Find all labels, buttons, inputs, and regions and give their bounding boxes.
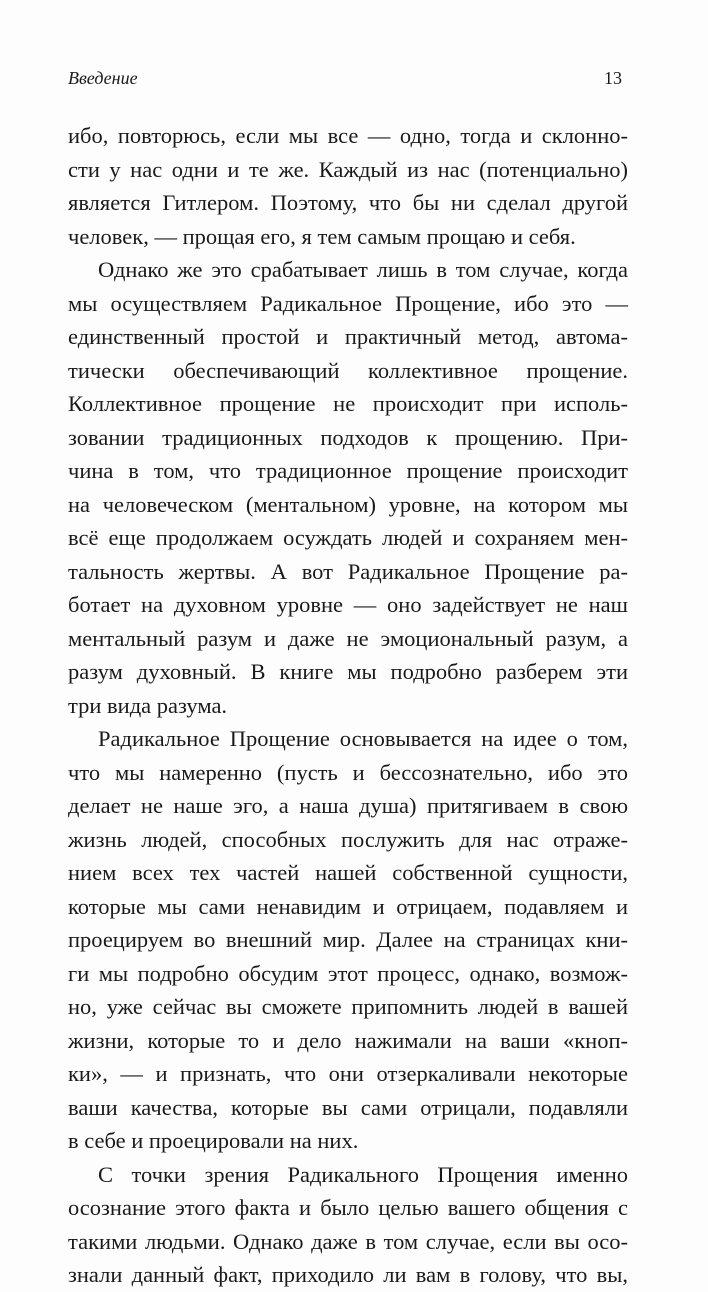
text-line: Радикальное Прощение основывается на идее о том, (98, 726, 628, 751)
text-line: ваши качества, которые вы сами отрицали, подавляли (68, 1094, 628, 1120)
text-line: разум духовный. В книге мы подробно разберем эти (68, 659, 628, 684)
text-line: зовании традиционных подходов к прощению. При- (68, 424, 628, 450)
text-line: является Гитлером. Поэтому, что бы ни сделал другой (68, 190, 628, 215)
paragraph (68, 119, 628, 253)
text-line: три вида разума. (68, 692, 228, 718)
text-line: ботает на духовном уровне — оно задействует не наш (68, 592, 628, 617)
paragraph (68, 1158, 628, 1292)
section-title: Введение (68, 68, 138, 88)
text-line: жизни, которые то и дело нажимали на ваши «кноп- (68, 1027, 628, 1053)
text-line: в себе и проецировали на них. (68, 1128, 359, 1153)
text-line: делает не наше эго, а наша душа) притягиваем в свою (68, 793, 628, 818)
text-line: всё еще продолжаем осуждать людей и сохраняем мен- (68, 525, 628, 550)
text-line: человек, — прощая его, я тем самым прощаю и себя. (68, 223, 576, 249)
text-line: ги мы подробно обсудим этот процесс, однако, возмож- (68, 960, 628, 986)
text-line: такими людьми. Однако даже в том случае, если вы осо- (68, 1228, 628, 1254)
text-line: Коллективное прощение не происходит при исполь- (68, 391, 628, 416)
text-line: знали данный факт, приходило ли вам в голову, что вы, (68, 1262, 628, 1287)
text-line: осознание этого факта и было целью вашего общения с (68, 1195, 628, 1220)
paragraph (68, 722, 628, 1158)
text-line: на человеческом (ментальном) уровне, на котором мы (68, 491, 628, 517)
paragraph (68, 253, 628, 722)
text-line: жизнь людей, способных послужить для нас отраже- (68, 826, 628, 852)
text-line: проецируем во внешний мир. Далее на страницах кни- (68, 927, 628, 952)
text-line: мы осуществляем Радикальное Прощение, ибо это — (68, 290, 628, 316)
text-line: но, уже сейчас вы сможете припомнить людей в вашей (68, 994, 628, 1019)
body-text (68, 119, 628, 1292)
text-line: тически обеспечивающий коллективное прощение. (68, 357, 628, 383)
text-line: что мы намеренно (пусть и бессознательно, ибо это (68, 759, 628, 785)
text-line: единственный простой и практичный метод, автома- (68, 324, 628, 349)
text-line: сти у нас одни и те же. Каждый из нас (потенциально) (68, 156, 628, 182)
text-line: Однако же это срабатывает лишь в том случае, когда (98, 257, 628, 282)
text-line: С точки зрения Радикального Прощения именно (98, 1161, 628, 1187)
text-line: чина в том, что традиционное прощение происходит (68, 458, 628, 483)
text-line: ибо, повторюсь, если мы все — одно, тогда и склонно- (68, 123, 628, 148)
text-line: ки», — и признать, что они отзеркаливали некоторые (68, 1061, 628, 1086)
page-number: 13 (604, 68, 622, 88)
text-line: ментальный разум и даже не эмоциональный разум, а (68, 625, 628, 651)
text-line: нием всех тех частей нашей собственной сущности, (68, 860, 628, 885)
text-line: тальность жертвы. А вот Радикальное Прощение ра- (68, 558, 628, 584)
text-line: которые мы сами ненавидим и отрицаем, подавляем и (68, 893, 628, 919)
running-header (68, 68, 622, 89)
